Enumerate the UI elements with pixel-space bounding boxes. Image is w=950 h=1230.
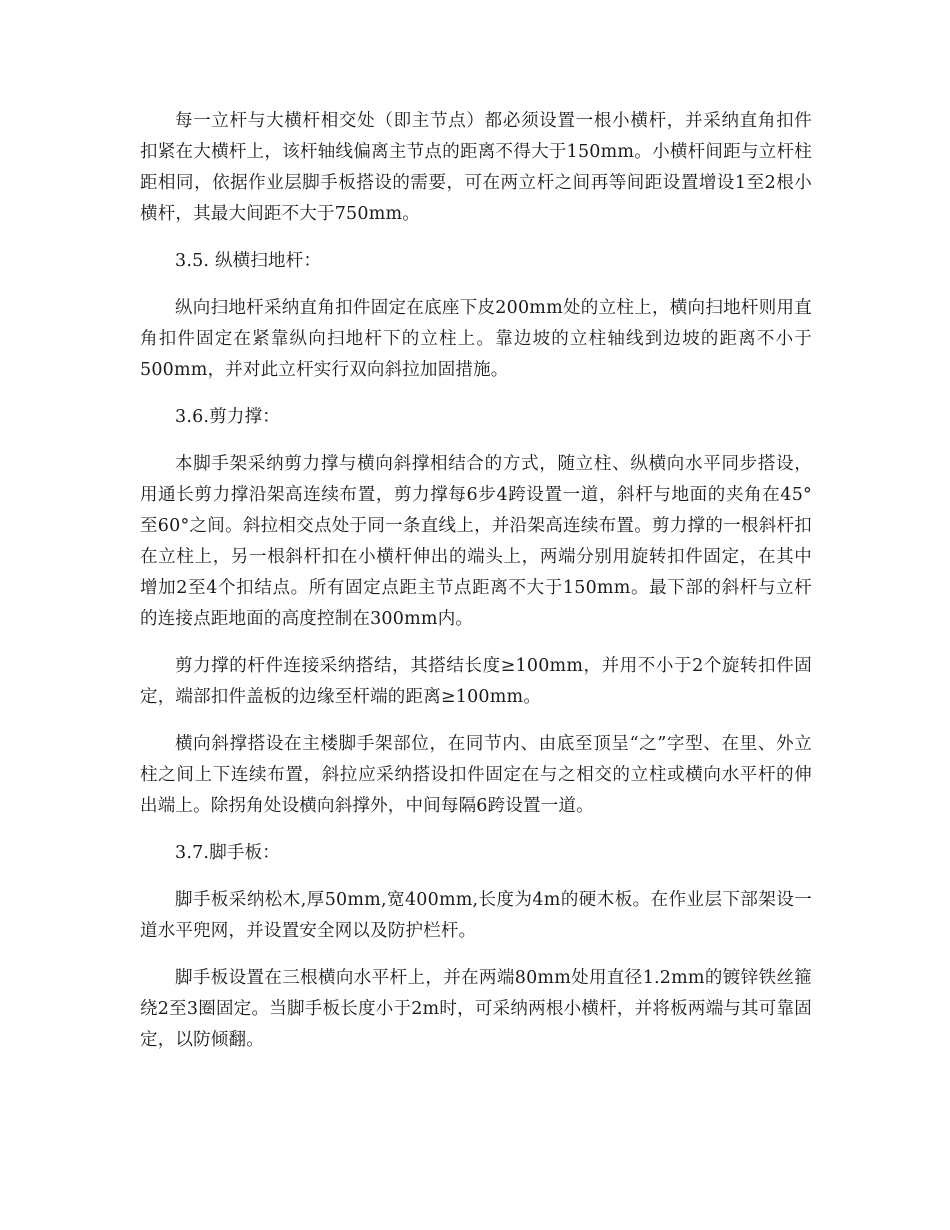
section-heading-3-5: 3.5. 纵横扫地杆： [175, 251, 322, 271]
paragraph-small-crossbar: 每一立杆与大横杆相交处（即主节点）都必须设置一根小横杆，并采纳直角扣件扣紧在大横杆上，该杆轴线偏离主节点的距离不得大于150mm。小横杆间距与立杆柱距相同，依据作业层脚手板搭设的需要，可在两立杆之间再等间距设置增设1至2根小横杆，其最大间距不大于750mm。 [140, 111, 812, 224]
document-page [140, 106, 812, 1072]
section-heading-3-6: 3.6.剪力撑： [175, 407, 280, 427]
paragraph-lateral-brace: 横向斜撑搭设在主楼脚手架部位，在同节内、由底至顶呈“之”字型、在里、外立柱之间上下连续布置，斜拉应采纳搭设扣件固定在与之相交的立柱或横向水平杆的伸出端上。除拐角处设横向斜撑外，中间每隔6跨设置一道。 [140, 734, 812, 816]
section-heading-3-7: 3.7.脚手板： [175, 843, 280, 863]
paragraph-sweeping-rod: 纵向扫地杆采纳直角扣件固定在底座下皮200mm处的立柱上，横向扫地杆则用直角扣件固定在紧靠纵向扫地杆下的立柱上。靠边坡的立柱轴线到边坡的距离不小于500mm，并对此立杆实行双向斜拉加固措施。 [140, 298, 812, 380]
paragraph-shear-brace: 本脚手架采纳剪力撑与横向斜撑相结合的方式，随立柱、纵横向水平同步搭设，用通长剪力撑沿架高连续布置，剪力撑每6步4跨设置一道，斜杆与地面的夹角在45°至60°之间。斜拉相交点处于同一条直线上，并沿架高连续布置。剪力撑的一根斜杆扣在立柱上，另一根斜杆扣在小横杆伸出的端头上，两端分别用旋转扣件固定，在其中增加2至4个扣结点。所有固定点距主节点距离不大于150mm。最下部的斜杆与立杆的连接点距地面的高度控制在300mm内。 [140, 454, 812, 629]
paragraph-scaffold-board-fixing: 脚手板设置在三根横向水平杆上，并在两端80mm处用直径1.2mm的镀锌铁丝箍绕2至3圈固定。当脚手板长度小于2m时，可采纳两根小横杆，并将板两端与其可靠固定，以防倾翻。 [140, 968, 812, 1050]
paragraph-scaffold-board-material: 脚手板采纳松木,厚50mm,宽400mm,长度为4m的硬木板。在作业层下部架设一道水平兜网，并设置安全网以及防护栏杆。 [140, 890, 812, 941]
paragraph-shear-brace-connection: 剪力撑的杆件连接采纳搭结，其搭结长度≥100mm，并用不小于2个旋转扣件固定，端部扣件盖板的边缘至杆端的距离≥100mm。 [140, 656, 812, 707]
